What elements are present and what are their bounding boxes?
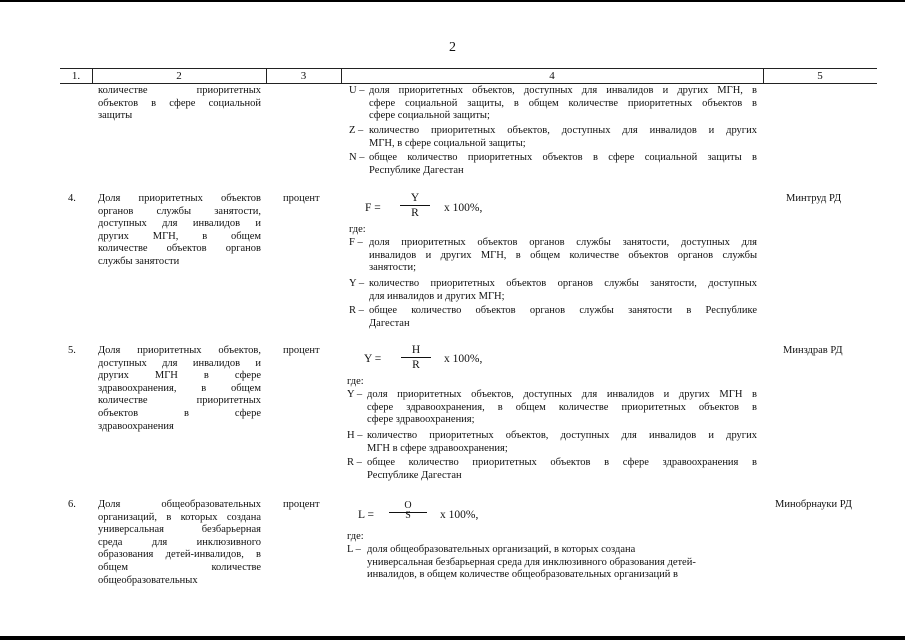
row-5-number: 5. <box>68 345 76 356</box>
definition-U <box>349 85 757 125</box>
row-4-indicator-name <box>98 193 261 269</box>
text-line: Доля общеобразовательных <box>98 499 261 510</box>
text-line: защиты <box>98 110 133 122</box>
header-col-5: 5 <box>817 70 823 82</box>
header-col-4: 4 <box>549 70 555 82</box>
row-6-indicator-name <box>98 499 261 587</box>
definition-symbol: Y – <box>349 278 365 289</box>
text-line: инвалидов и других МГН, в общем количестве объектов органов службы <box>369 249 757 261</box>
definition-symbol: F – <box>349 237 363 248</box>
definition-Y <box>349 278 757 306</box>
row-6-source: Минобрнауки РД <box>775 499 852 510</box>
row-5-source: Минздрав РД <box>783 345 843 356</box>
definition-Y <box>347 389 757 429</box>
row-6-number: 6. <box>68 499 76 510</box>
row-5-unit: процент <box>283 345 320 356</box>
row-4-formula-multiplier: х 100%, <box>444 202 483 214</box>
definition-symbol: Z – <box>349 125 364 136</box>
text-line: количестве объектов органов <box>98 243 261 255</box>
header-col-2: 2 <box>176 70 182 82</box>
text-line: доля приоритетных объектов, доступных для инвалидов и других МГН, в <box>369 85 757 96</box>
row-4-where: где: <box>349 224 366 235</box>
text-line: организаций, в которых создана <box>98 511 261 523</box>
text-line: других МГН, в общем <box>98 230 261 242</box>
text-line: Республике Дагестан <box>367 469 462 481</box>
text-line: количество приоритетных объектов, доступных для инвалидов и других <box>369 125 757 136</box>
formula-denominator: R <box>411 207 419 219</box>
page-number: 2 <box>449 40 456 55</box>
definition-symbol: Y – <box>347 389 363 400</box>
formula-numerator: H <box>411 344 421 356</box>
text-line: Республике Дагестан <box>369 164 464 176</box>
text-line: общее количество объектов органов службы занятости в Республике <box>369 305 757 316</box>
text-line: общее количество приоритетных объектов в сфере социальной защиты в <box>369 152 757 163</box>
definition-R <box>349 305 757 333</box>
text-line: сфере здравоохранения, в общем количестве приоритетных объектов в <box>367 401 757 413</box>
text-line: образования детей-инвалидов, в <box>98 549 261 561</box>
text-line: занятости; <box>369 262 417 274</box>
formula-denominator: S <box>405 510 411 521</box>
row-4-formula-fraction <box>400 192 430 219</box>
formula-numerator: Y <box>410 192 420 204</box>
text-line: универсальная безбарьерная среда для инклюзивного образования детей- <box>367 556 696 568</box>
scan-edge-top <box>0 0 905 2</box>
text-line: сфере социальной защиты, в общем количестве приоритетных объектов в <box>369 97 757 109</box>
row-4-formula-lhs: F = <box>365 202 381 214</box>
text-line: количестве приоритетных <box>98 85 261 96</box>
row-6-where: где: <box>347 531 364 542</box>
row-5-formula-fraction <box>401 344 431 371</box>
definition-symbol: L – <box>347 544 361 555</box>
text-line: МГН в сфере здравоохранения; <box>367 442 508 454</box>
row-6-formula-multiplier: х 100%, <box>440 509 479 521</box>
row-5-indicator-name <box>98 345 261 433</box>
table-top-border <box>60 68 877 69</box>
row-4-number: 4. <box>68 193 76 204</box>
definition-Z <box>349 125 757 153</box>
text-line: общеобразовательных <box>98 574 198 586</box>
text-line: инвалидов, в общем количестве общеобразовательных организаций в <box>367 569 678 581</box>
text-line: доля приоритетных объектов, доступных для инвалидов и других МГН в <box>367 389 757 400</box>
definition-N <box>349 152 757 180</box>
text-line: Доля приоритетных объектов <box>98 193 261 204</box>
scan-edge-bottom <box>0 636 905 640</box>
definition-symbol: R – <box>349 305 364 316</box>
header-col-3: 3 <box>300 70 307 82</box>
text-line: Дагестан <box>369 317 410 329</box>
row-4-source: Минтруд РД <box>786 193 842 204</box>
row-5-formula-multiplier: х 100%, <box>444 353 483 365</box>
text-line: МГН, в сфере социальной защиты; <box>369 137 526 149</box>
row-6-formula-fraction <box>389 500 427 521</box>
text-line: общем количестве <box>98 561 261 573</box>
formula-denominator: R <box>412 359 420 371</box>
header-col-1: 1. <box>71 70 81 82</box>
text-line: для инвалидов и других МГН; <box>369 290 505 302</box>
definition-symbol: N – <box>349 152 365 163</box>
row-4-unit: процент <box>283 193 320 204</box>
text-line: других МГН в сфере <box>98 370 261 382</box>
text-line: сфере здравоохранения; <box>367 414 475 426</box>
formula-numerator: O <box>404 500 412 511</box>
definition-L <box>347 544 737 584</box>
cont-indicator-name <box>98 85 261 123</box>
definition-R <box>347 457 757 485</box>
text-line: сфере социальной защиты; <box>369 110 490 122</box>
header-bottom-border <box>60 83 877 84</box>
row-5-formula-lhs: Y = <box>364 353 382 365</box>
text-line: доступных для инвалидов и <box>98 357 261 369</box>
row-6-unit: процент <box>283 499 320 510</box>
text-line: Доля приоритетных объектов, <box>98 345 261 356</box>
fraction-bar <box>401 357 431 358</box>
text-line: здравоохранения, в общем <box>98 382 261 394</box>
text-line: количестве приоритетных <box>98 395 261 407</box>
definition-symbol: H – <box>347 430 363 441</box>
text-line: количество приоритетных объектов, доступных для инвалидов и других <box>367 430 757 441</box>
row-6-formula-lhs: L = <box>358 509 374 521</box>
text-line: доля общеобразовательных организаций, в которых создана <box>367 544 636 555</box>
definition-H <box>347 430 757 458</box>
text-line: объектов в сфере социальной <box>98 97 261 109</box>
text-line: здравоохранения <box>98 420 174 432</box>
text-line: доля приоритетных объектов органов службы занятости, доступных для <box>369 237 757 248</box>
text-line: среда для инклюзивного <box>98 536 261 548</box>
definition-F <box>349 237 757 277</box>
definition-symbol: R – <box>347 457 362 468</box>
text-line: службы занятости <box>98 255 180 267</box>
definition-symbol: U – <box>349 85 365 96</box>
fraction-bar <box>400 205 430 206</box>
row-5-where: где: <box>347 376 364 387</box>
text-line: количество приоритетных объектов органов службы занятости, доступных <box>369 278 757 289</box>
text-line: универсальная безбарьерная <box>98 524 261 536</box>
text-line: доступных для инвалидов и <box>98 218 261 230</box>
text-line: общее количество приоритетных объектов в сфере здравоохранения в <box>367 457 757 468</box>
text-line: органов службы занятости, <box>98 205 261 217</box>
text-line: объектов в сфере <box>98 407 261 419</box>
